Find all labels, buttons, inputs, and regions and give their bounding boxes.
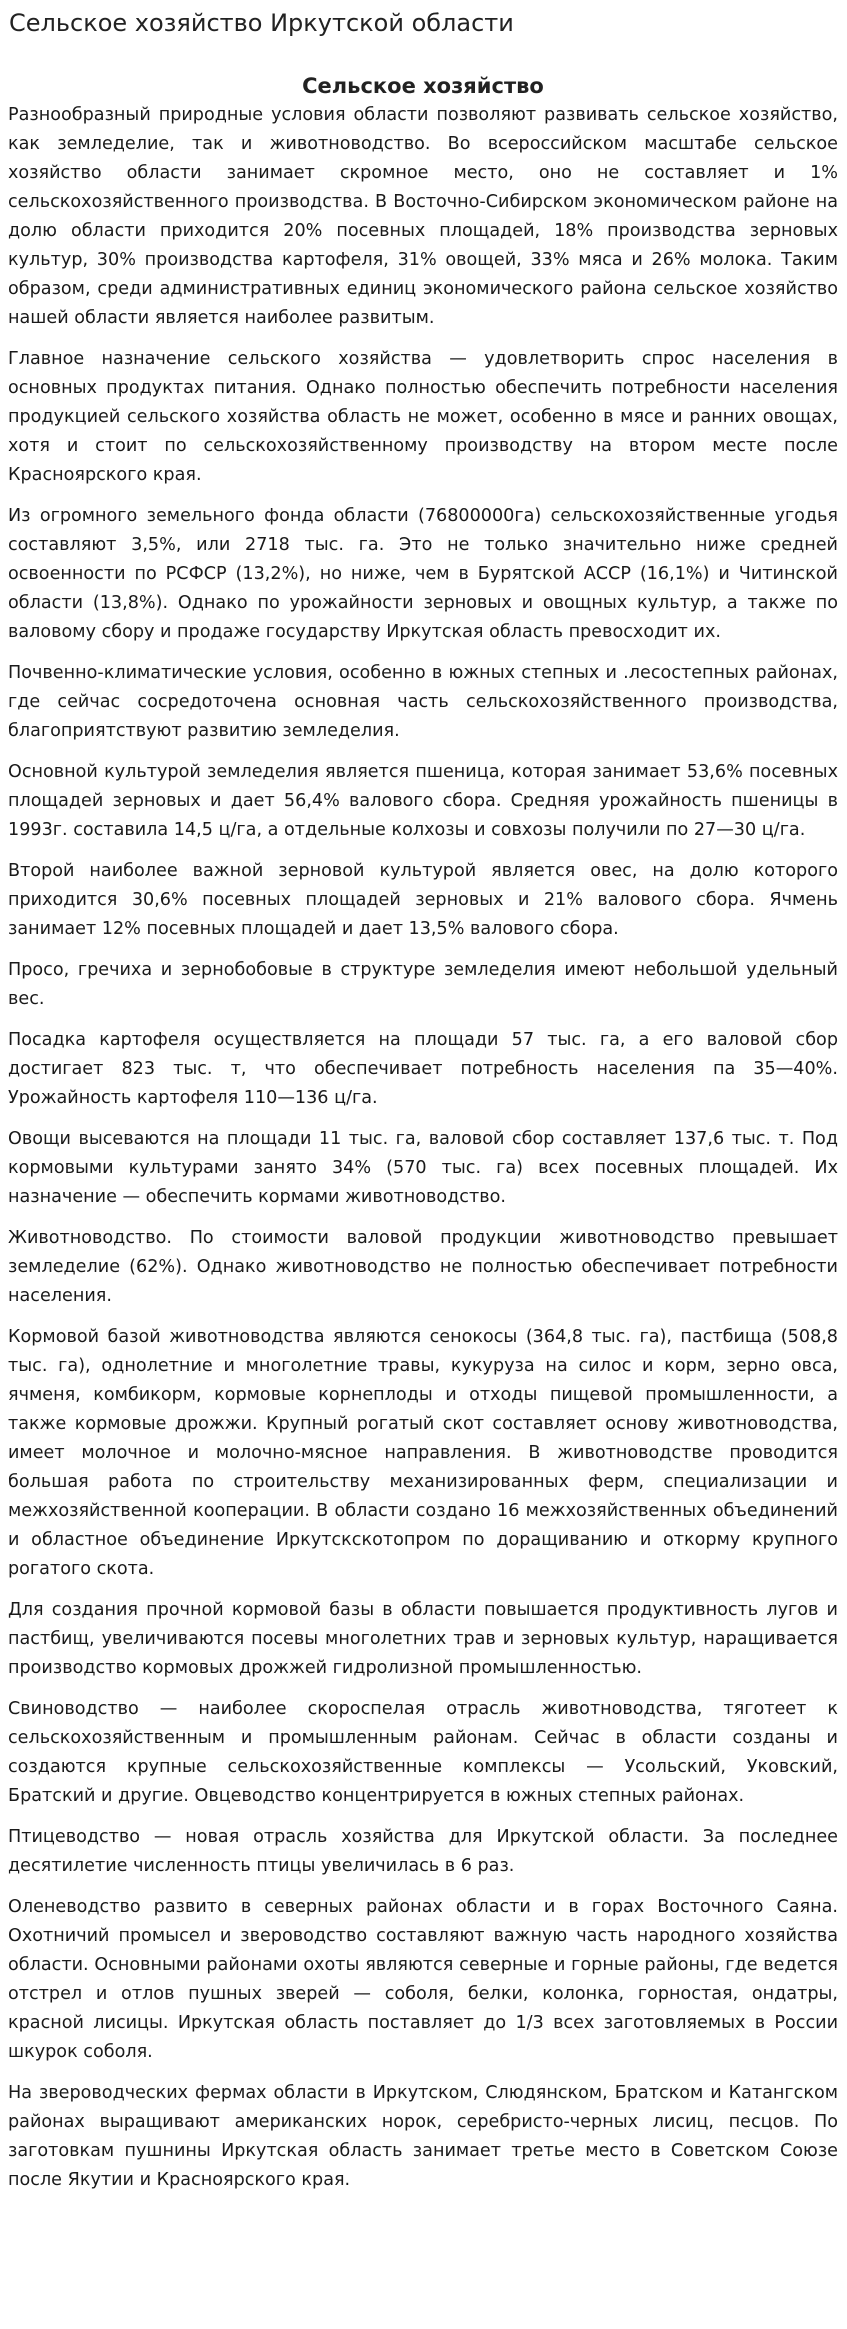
paragraph: Посадка картофеля осуществляется на площади 57 тыс. га, а его валовой сбор достигает 823 тыс. т, что обеспечивает потребность населения па 35—40%. Урожайность картофеля 110—136 ц/га. (8, 1030, 838, 1108)
paragraph: Овощи высеваются на площади 11 тыс. га, валовой сбор составляет 137,6 тыс. т. Под кормовыми культурами занято 34% (570 тыс. га) всех посевных площадей. Их назначение — обеспечить кормами животноводство. (8, 1129, 838, 1207)
paragraph: Почвенно-климатические условия, особенно в южных степных и .лесостепных районах, где сейчас сосредоточена основная часть сельскохозяйственного производства, благоприятствуют развитию земледелия. (8, 663, 838, 741)
paragraph: Для создания прочной кормовой базы в области повышается продуктивность лугов и пастбищ, увеличиваются посевы многолетних трав и зерновых культур, наращивается производство кормовых дрожжей гидролизной промышленностью. (8, 1600, 838, 1678)
paragraph: Просо, гречиха и зернобобовые в структуре земледелия имеют небольшой удельный вес. (8, 960, 838, 1009)
paragraph: Разнообразный природные условия области позволяют развивать сельское хозяйство, как земледелие, так и животноводство. Во всероссийском масштабе сельское хозяйство области занимает скромное место, оно не составляет и 1% сельскохозяйственного производства. В Восточно-Сибирском экономическом районе на долю области приходится 20% посевных площадей, 18% производства зерновых культур, 30% производства картофеля, 31% овощей, 33% мяса и 26% молока. Таким образом, среди административных единиц экономического района сельское хозяйство нашей области является наиболее развитым. (8, 105, 838, 328)
paragraph: Главное назначение сельского хозяйства — удовлетворить спрос населения в основных продуктах питания. Однако полностью обеспечить потребности населения продукцией сельского хозяйства область не может, особенно в мясе и ранних овощах, хотя и стоит по сельскохозяйственному производству на втором месте после Красноярского края. (8, 349, 838, 485)
article (8, 72, 838, 2207)
page-title: Сельское хозяйство Иркутской области (9, 9, 514, 37)
paragraph: На звероводческих фермах области в Иркутском, Слюдянском, Братском и Катангском районах выращивают американских норок, серебристо-черных лисиц, песцов. По заготовкам пушнины Иркутская область занимает третье место в Советском Союзе после Якутии и Красноярского края. (8, 2083, 838, 2190)
paragraph: Из огромного земельного фонда области (76800000га) сельскохозяйственные угодья составляют 3,5%, или 2718 тыс. га. Это не только значительно ниже средней освоенности по РСФСР (13,2%), но ниже, чем в Бурятской АССР (16,1%) и Читинской области (13,8%). Однако по урожайности зерновых и овощных культур, а также по валовому сбору и продаже государству Иркутская область превосходит их. (8, 506, 838, 642)
paragraph: Птицеводство — новая отрасль хозяйства для Иркутской области. За последнее десятилетие численность птицы увеличилась в 6 раз. (8, 1827, 838, 1876)
paragraph: Основной культурой земледелия является пшеница, которая занимает 53,6% посевных площадей зерновых и дает 56,4% валового сбора. Средняя урожайность пшеницы в 1993г. составила 14,5 ц/га, а отдельные колхозы и совхозы получили по 27—30 ц/га. (8, 762, 838, 840)
paragraph: Животноводство. По стоимости валовой продукции животноводство превышает земледелие (62%). Однако животноводство не полностью обеспечивает потребности населения. (8, 1228, 838, 1306)
paragraph: Второй наиболее важной зерновой культурой является овес, на долю которого приходится 30,6% посевных площадей зерновых и 21% валового сбора. Ячмень занимает 12% посевных площадей и дает 13,5% валового сбора. (8, 861, 838, 939)
section-heading: Сельское хозяйство (302, 74, 544, 98)
paragraph: Кормовой базой животноводства являются сенокосы (364,8 тыс. га), пастбища (508,8 тыс. га), однолетние и многолетние травы, кукуруза на силос и корм, зерно овса, ячменя, комбикорм, кормовые корнеплоды и отходы пищевой промышленности, а также кормовые дрожжи. Крупный рогатый скот составляет основу животноводства, имеет молочное и молочно-мясное направления. В животноводстве проводится большая работа по строительству механизированных ферм, специализации и межхозяйственной кооперации. В области создано 16 межхозяйственных объединений и областное объединение Иркутскскотопром по доращиванию и откорму крупного рогатого скота. (8, 1327, 838, 1579)
paragraph: Свиноводство — наиболее скороспелая отрасль животноводства, тяготеет к сельскохозяйственным и промышленным районам. Сейчас в области созданы и создаются крупные сельскохозяйственные комплексы — Усольский, Уковский, Братский и другие. Овцеводство концентрируется в южных степных районах. (8, 1699, 838, 1806)
paragraph: Оленеводство развито в северных районах области и в горах Восточного Саяна. Охотничий промысел и звероводство составляют важную часть народного хозяйства области. Основными районами охоты являются северные и горные районы, где ведется отстрел и отлов пушных зверей — соболя, белки, колонка, горностая, ондатры, красной лисицы. Иркутская область поставляет до 1/3 всех заготовляемых в России шкурок соболя. (8, 1897, 838, 2062)
